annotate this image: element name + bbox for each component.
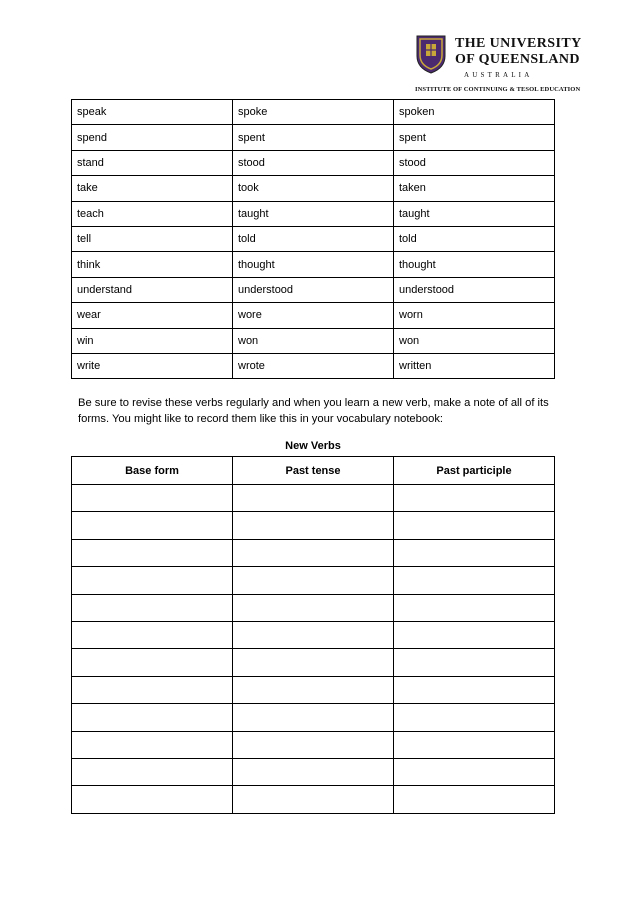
empty-cell	[394, 621, 555, 648]
empty-cell	[233, 704, 394, 731]
empty-cell	[72, 621, 233, 648]
empty-cell	[72, 649, 233, 676]
base-form-cell: spend	[72, 125, 233, 150]
past-tense-cell: spent	[233, 125, 394, 150]
empty-cell	[233, 567, 394, 594]
table-row	[72, 328, 555, 353]
university-name-line1: THE UNIVERSITY	[455, 36, 582, 51]
base-form-cell: stand	[72, 150, 233, 175]
empty-cell	[394, 539, 555, 566]
empty-table-row	[72, 649, 555, 676]
empty-table-row	[72, 485, 555, 512]
past-tense-cell: stood	[233, 150, 394, 175]
empty-cell	[233, 512, 394, 539]
base-form-cell: wear	[72, 303, 233, 328]
base-form-cell: take	[72, 176, 233, 201]
table-row	[72, 277, 555, 302]
past-participle-cell: stood	[394, 150, 555, 175]
base-form-cell: understand	[72, 277, 233, 302]
past-participle-cell: spent	[394, 125, 555, 150]
empty-cell	[233, 621, 394, 648]
institute-name: INSTITUTE OF CONTINUING & TESOL EDUCATION	[415, 86, 581, 93]
university-name-line2: OF QUEENSLAND	[455, 52, 580, 67]
empty-cell	[72, 539, 233, 566]
past-participle-cell: spoken	[394, 100, 555, 125]
empty-cell	[72, 758, 233, 785]
base-form-cell: think	[72, 252, 233, 277]
table-row	[72, 176, 555, 201]
empty-cell	[72, 786, 233, 813]
empty-cell	[394, 786, 555, 813]
university-crest-icon	[415, 34, 447, 74]
table-row	[72, 100, 555, 125]
table-row	[72, 252, 555, 277]
past-participle-cell: told	[394, 226, 555, 251]
verb-forms-table	[71, 99, 555, 379]
past-tense-cell: thought	[233, 252, 394, 277]
empty-cell	[233, 485, 394, 512]
past-participle-cell: taken	[394, 176, 555, 201]
empty-cell	[233, 786, 394, 813]
empty-table-row	[72, 512, 555, 539]
empty-cell	[394, 758, 555, 785]
empty-cell	[394, 731, 555, 758]
empty-cell	[72, 704, 233, 731]
empty-cell	[233, 731, 394, 758]
empty-cell	[72, 485, 233, 512]
empty-table-row	[72, 567, 555, 594]
past-tense-cell: won	[233, 328, 394, 353]
past-participle-cell: worn	[394, 303, 555, 328]
past-participle-cell: thought	[394, 252, 555, 277]
empty-table-row	[72, 786, 555, 813]
empty-cell	[72, 512, 233, 539]
table-row	[72, 125, 555, 150]
past-tense-cell: understood	[233, 277, 394, 302]
new-verbs-table	[71, 456, 555, 814]
table-row	[72, 226, 555, 251]
empty-cell	[72, 676, 233, 703]
empty-table-row	[72, 704, 555, 731]
empty-cell	[394, 485, 555, 512]
new-verbs-title: New Verbs	[285, 440, 341, 452]
empty-table-row	[72, 539, 555, 566]
empty-cell	[233, 758, 394, 785]
university-logo	[412, 32, 582, 98]
empty-cell	[394, 676, 555, 703]
base-form-cell: teach	[72, 201, 233, 226]
past-participle-cell: understood	[394, 277, 555, 302]
past-participle-cell: taught	[394, 201, 555, 226]
base-form-cell: tell	[72, 226, 233, 251]
past-tense-cell: wore	[233, 303, 394, 328]
empty-table-row	[72, 731, 555, 758]
table-row	[72, 353, 555, 378]
empty-table-row	[72, 621, 555, 648]
past-tense-cell: spoke	[233, 100, 394, 125]
header-base-form: Base form	[72, 457, 233, 485]
empty-cell	[233, 676, 394, 703]
empty-cell	[233, 649, 394, 676]
past-participle-cell: won	[394, 328, 555, 353]
empty-cell	[233, 594, 394, 621]
past-participle-cell: written	[394, 353, 555, 378]
table-row	[72, 201, 555, 226]
empty-table-row	[72, 594, 555, 621]
empty-cell	[394, 649, 555, 676]
instruction-text: Be sure to revise these verbs regularly and when you learn a new verb, make a note of all of its forms. You might like to record them like this in your vocabulary notebook:	[78, 397, 549, 425]
empty-cell	[72, 567, 233, 594]
table-row	[72, 150, 555, 175]
base-form-cell: speak	[72, 100, 233, 125]
header-past-tense: Past tense	[233, 457, 394, 485]
table-row	[72, 303, 555, 328]
past-tense-cell: took	[233, 176, 394, 201]
university-country: AUSTRALIA	[464, 71, 533, 79]
empty-cell	[394, 594, 555, 621]
base-form-cell: win	[72, 328, 233, 353]
empty-cell	[72, 731, 233, 758]
empty-table-row	[72, 758, 555, 785]
empty-cell	[394, 704, 555, 731]
empty-cell	[394, 512, 555, 539]
empty-cell	[394, 567, 555, 594]
base-form-cell: write	[72, 353, 233, 378]
past-tense-cell: taught	[233, 201, 394, 226]
empty-table-row	[72, 676, 555, 703]
empty-cell	[233, 539, 394, 566]
past-tense-cell: wrote	[233, 353, 394, 378]
past-tense-cell: told	[233, 226, 394, 251]
empty-cell	[72, 594, 233, 621]
header-past-participle: Past participle	[394, 457, 555, 485]
new-verbs-header-row	[72, 457, 555, 485]
